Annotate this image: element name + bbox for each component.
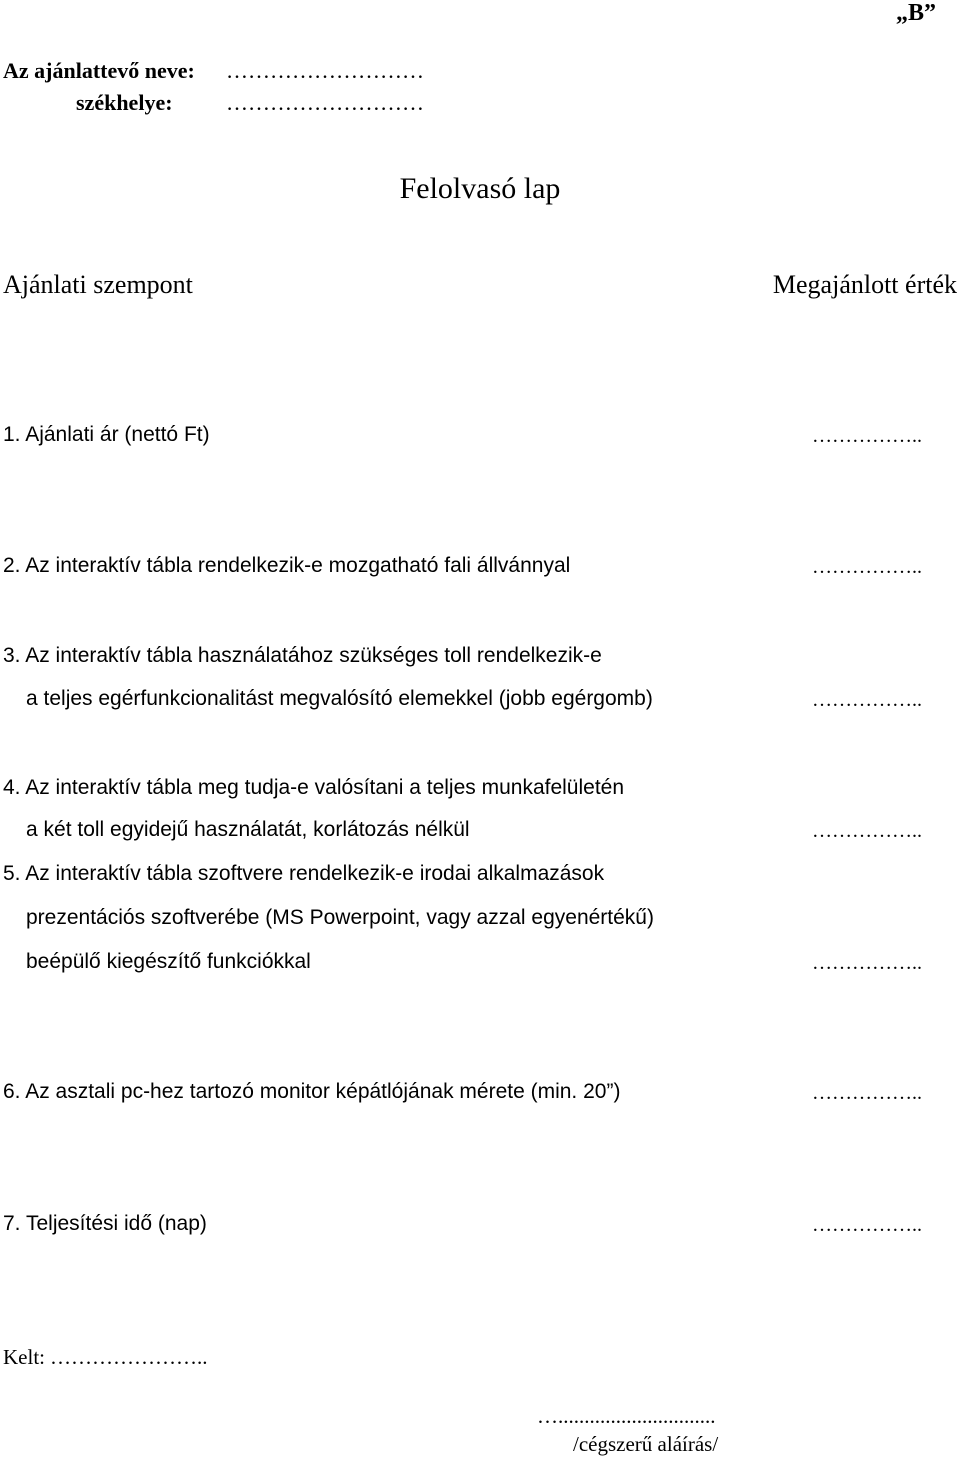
criterion-value-dots: …………….. xyxy=(812,1082,922,1104)
column-heading-criterion: Ajánlati szempont xyxy=(3,270,193,299)
bidder-seat-dots: ……………………… xyxy=(226,90,424,115)
document-tag: „B” xyxy=(895,0,936,26)
criterion-line: 5. Az interaktív tábla szoftvere rendelkezik-e irodai alkalmazások xyxy=(3,862,605,885)
criterion-value-dots: …………….. xyxy=(812,425,922,447)
signature-line: ….............................. xyxy=(537,1404,716,1428)
criterion-line: 4. Az interaktív tábla meg tudja-e valósítani a teljes munkafelületén xyxy=(3,776,625,799)
signature-label: /cégszerű aláírás/ xyxy=(573,1432,719,1456)
criterion-value-dots: …………….. xyxy=(812,689,922,711)
criterion-value-dots: …………….. xyxy=(812,820,922,842)
date-label: Kelt: xyxy=(3,1345,45,1369)
criterion-line: prezentációs szoftverébe (MS Powerpoint, vagy azzal egyenértékű) xyxy=(26,906,654,929)
date-dots: ………………….. xyxy=(50,1345,208,1369)
bidder-name-label: Az ajánlattevő neve: xyxy=(3,58,195,83)
criterion-line: beépülő kiegészítő funkciókkal xyxy=(26,950,311,973)
bidder-seat-label: székhelye: xyxy=(76,90,173,115)
criterion-value-dots: …………….. xyxy=(812,556,922,578)
criterion-value-dots: …………….. xyxy=(812,1214,922,1236)
criterion-line: 1. Ajánlati ár (nettó Ft) xyxy=(3,423,210,446)
criterion-value-dots: …………….. xyxy=(812,952,922,974)
page-title: Felolvasó lap xyxy=(399,172,561,205)
criterion-line: a teljes egérfunkcionalitást megvalósító elemekkel (jobb egérgomb) xyxy=(26,687,653,710)
criterion-line: 3. Az interaktív tábla használatához szükséges toll rendelkezik-e xyxy=(3,644,602,667)
criterion-line: 2. Az interaktív tábla rendelkezik-e mozgatható fali állvánnyal xyxy=(3,554,571,577)
column-heading-value: Megajánlott érték xyxy=(772,270,957,299)
criterion-line: 7. Teljesítési idő (nap) xyxy=(3,1212,207,1235)
criterion-line: a két toll egyidejű használatát, korlátozás nélkül xyxy=(26,818,470,841)
bidder-name-dots: ……………………… xyxy=(226,58,424,83)
criterion-line: 6. Az asztali pc-hez tartozó monitor képátlójának mérete (min. 20”) xyxy=(3,1080,621,1103)
